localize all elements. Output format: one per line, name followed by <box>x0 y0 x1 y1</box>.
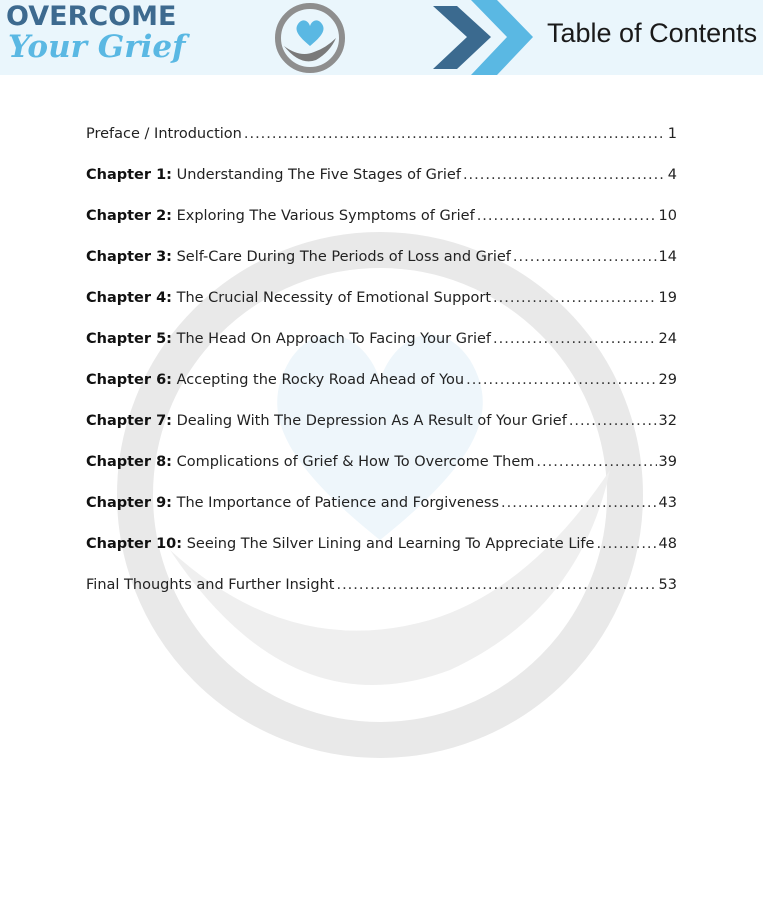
toc-chapter-prefix: Chapter 9: <box>86 495 172 511</box>
toc-chapter-prefix: Chapter 10: <box>86 536 183 552</box>
toc-entry-title: Preface / Introduction <box>86 126 242 142</box>
toc-entry-title: Accepting the Rocky Road Ahead of You <box>176 372 465 388</box>
toc-chapter-prefix: Chapter 6: <box>86 372 172 388</box>
toc-page-number: 39 <box>658 454 677 470</box>
toc-entry[interactable] <box>86 413 677 454</box>
toc-chapter-prefix: Chapter 7: <box>86 413 172 429</box>
toc-page-number: 19 <box>658 290 677 306</box>
toc-entry-label <box>86 413 567 429</box>
toc-leader-dots <box>493 290 657 306</box>
toc-entry-title: Understanding The Five Stages of Grief <box>176 167 461 183</box>
logo-line2: Your Grief <box>8 29 186 65</box>
toc-entry[interactable] <box>86 536 677 577</box>
toc-entry-title: Complications of Grief & How To Overcome Them <box>176 454 535 470</box>
toc-chapter-prefix: Chapter 8: <box>86 454 172 470</box>
logo <box>6 2 185 64</box>
toc-entry-label <box>86 495 499 511</box>
toc-entry-label <box>86 249 511 265</box>
toc-entry-label <box>86 454 534 470</box>
toc-page-number: 10 <box>658 208 677 224</box>
toc-leader-dots <box>477 208 657 224</box>
toc-entry[interactable] <box>86 167 677 208</box>
toc-leader-dots <box>569 413 657 429</box>
toc-leader-dots <box>466 372 656 388</box>
toc-entry-label <box>86 290 491 306</box>
toc-entry[interactable] <box>86 126 677 167</box>
toc-entry-label <box>86 167 461 183</box>
toc-leader-dots <box>501 495 657 511</box>
toc-leader-dots <box>336 577 656 593</box>
toc-entry-label <box>86 372 464 388</box>
toc-entry-label <box>86 331 491 347</box>
toc-chapter-prefix: Chapter 2: <box>86 208 172 224</box>
toc-page-number: 43 <box>658 495 677 511</box>
logo-line1: OVERCOME <box>6 1 177 32</box>
toc-page-number: 14 <box>658 249 677 265</box>
toc-page-number: 53 <box>658 577 677 593</box>
toc-leader-dots <box>513 249 657 265</box>
toc-entry-label <box>86 126 242 142</box>
toc-leader-dots <box>493 331 657 347</box>
toc-leader-dots <box>596 536 656 552</box>
toc-page-number: 32 <box>658 413 677 429</box>
toc-entry-title: The Crucial Necessity of Emotional Support <box>176 290 492 306</box>
toc-page-number: 1 <box>667 126 677 142</box>
toc-entry-title: The Importance of Patience and Forgiveness <box>176 495 500 511</box>
toc-entry-title: Self-Care During The Periods of Loss and Grief <box>176 249 511 265</box>
heart-in-hand-icon <box>270 2 350 74</box>
page-header <box>0 0 763 75</box>
toc-entry-title: Exploring The Various Symptoms of Grief <box>176 208 475 224</box>
toc-entry[interactable] <box>86 290 677 331</box>
toc-chapter-prefix: Chapter 5: <box>86 331 172 347</box>
toc-entry[interactable] <box>86 331 677 372</box>
toc-entry-title: The Head On Approach To Facing Your Grief <box>176 331 491 347</box>
toc-chapter-prefix: Chapter 3: <box>86 249 172 265</box>
toc-entry-title: Seeing The Silver Lining and Learning To Appreciate Life <box>186 536 595 552</box>
toc-leader-dots <box>536 454 656 470</box>
toc-leader-dots <box>463 167 666 183</box>
toc-page-number: 4 <box>667 167 677 183</box>
toc-entry[interactable] <box>86 249 677 290</box>
toc-entry-label <box>86 577 334 593</box>
toc-entry[interactable] <box>86 495 677 536</box>
toc-entry-title: Final Thoughts and Further Insight <box>86 577 335 593</box>
toc-entry-label <box>86 536 594 552</box>
toc-entry[interactable] <box>86 372 677 413</box>
double-chevron-right-icon <box>433 0 533 75</box>
toc-entry-label <box>86 208 475 224</box>
toc-chapter-prefix: Chapter 1: <box>86 167 172 183</box>
toc-entry-title: Dealing With The Depression As A Result of Your Grief <box>176 413 567 429</box>
toc-entry[interactable] <box>86 454 677 495</box>
toc-page-number: 29 <box>658 372 677 388</box>
toc-leader-dots <box>244 126 666 142</box>
toc-entry[interactable] <box>86 577 677 618</box>
table-of-contents <box>86 126 677 618</box>
toc-page-number: 24 <box>658 331 677 347</box>
toc-page-number: 48 <box>658 536 677 552</box>
toc-chapter-prefix: Chapter 4: <box>86 290 172 306</box>
page-title: Table of Contents <box>547 18 758 48</box>
toc-entry[interactable] <box>86 208 677 249</box>
